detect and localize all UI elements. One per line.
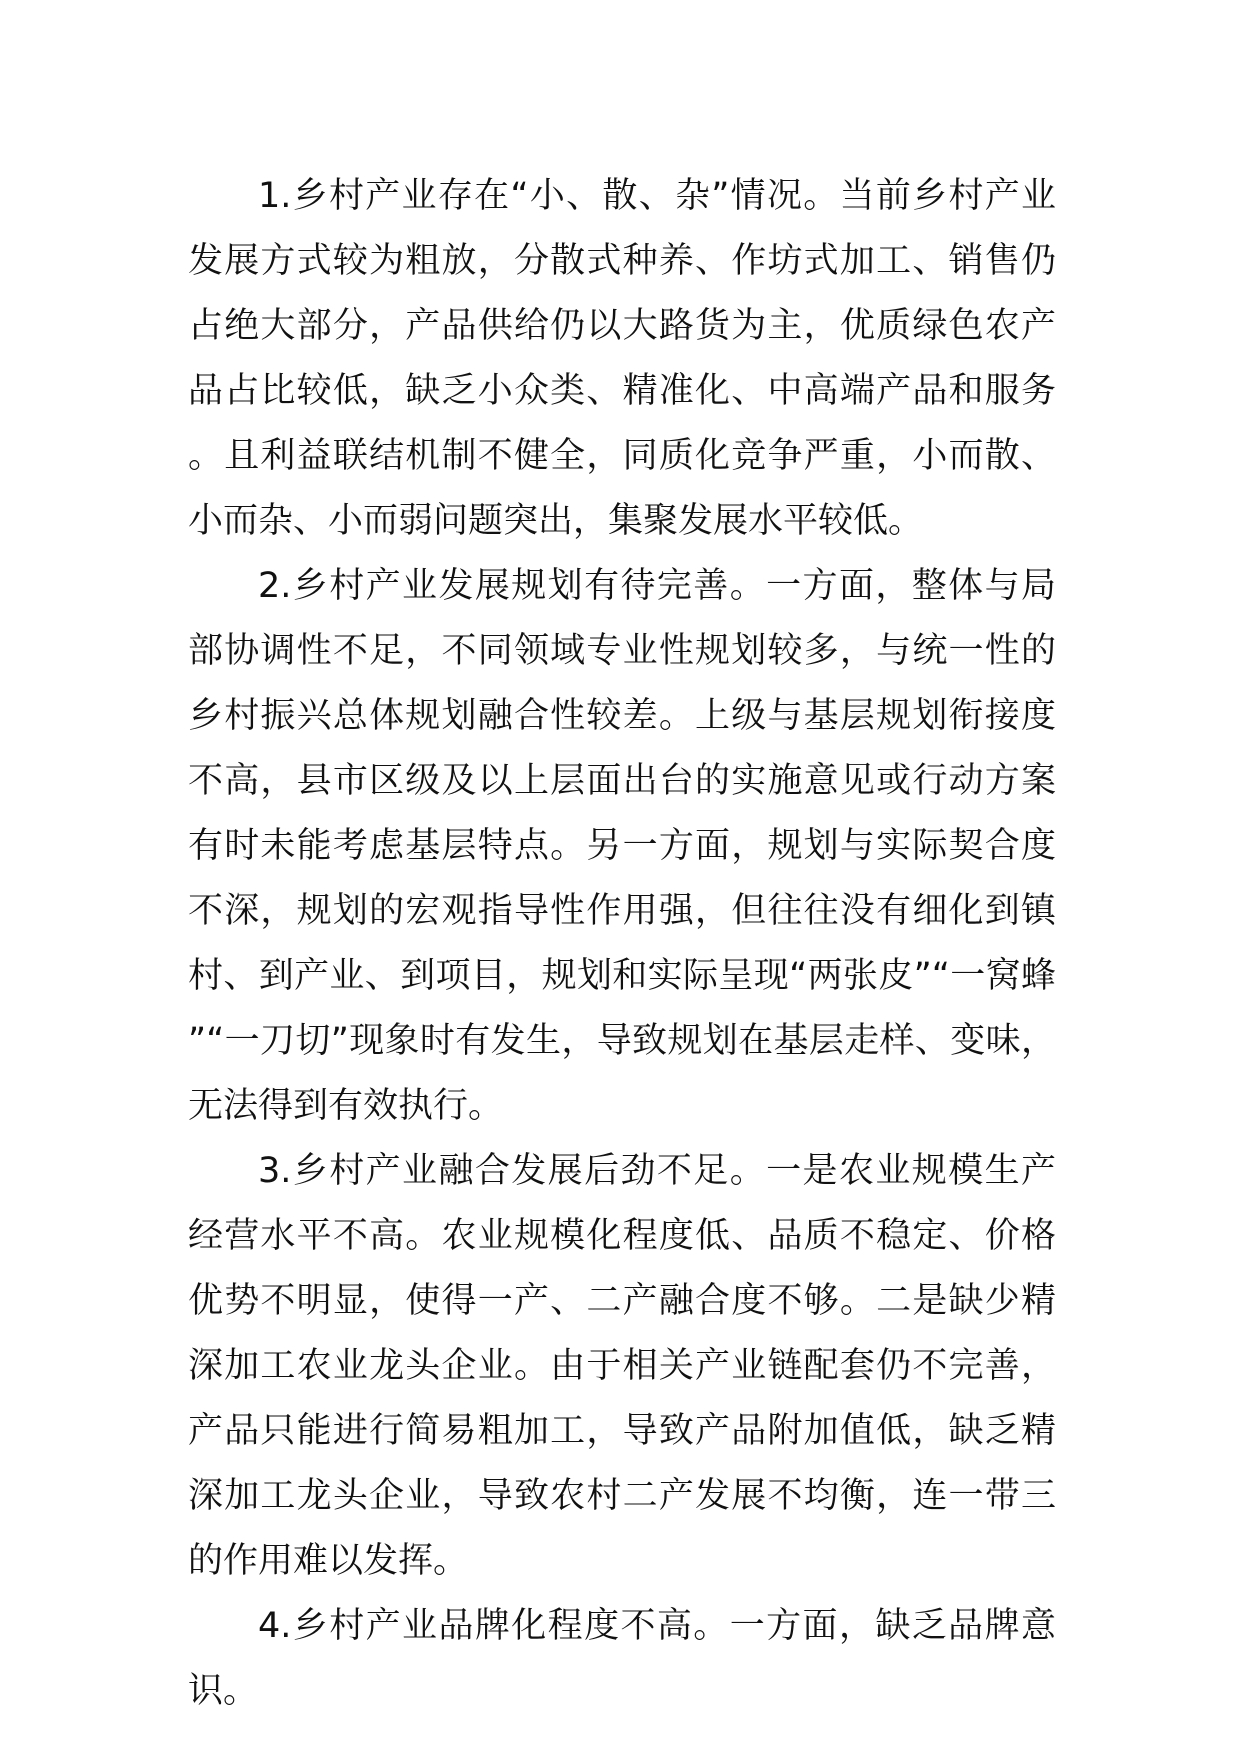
document-body — [188, 164, 1056, 1724]
paragraph-development-planning: 2.乡村产业发展规划有待完善。一方面，整体与局部协调性不足，不同领域专业性规划较多，与统一性的乡村振兴总体规划融合性较差。上级与基层规划衔接度不高，县市区级及以上层面出台的实施意见或行动方案有时未能考虑基层特点。另一方面，规划与实际契合度不深，规划的宏观指导性作用强，但往往没有细化到镇村、到产业、到项目，规划和实际呈现“两张皮”“一窝蜂”“一刀切”现象时有发生，导致规划在基层走样、变味，无法得到有效执行。 — [188, 566, 1056, 1126]
paragraph-integration-momentum: 3.乡村产业融合发展后劲不足。一是农业规模生产经营水平不高。农业规模化程度低、品质不稳定、价格优势不明显，使得一产、二产融合度不够。二是缺少精深加工农业龙头企业。由于相关产业链配套仍不完善，产品只能进行简易粗加工，导致产品附加值低，缺乏精深加工龙头企业，导致农村二产发展不均衡，连一带三的作用难以发挥。 — [188, 1151, 1056, 1581]
paragraph-branding-level: 4.乡村产业品牌化程度不高。一方面，缺乏品牌意识。 — [188, 1606, 1056, 1711]
paragraph-small-scattered-industry: 1.乡村产业存在“小、散、杂”情况。当前乡村产业发展方式较为粗放，分散式种养、作坊式加工、销售仍占绝大部分，产品供给仍以大路货为主，优质绿色农产品占比较低，缺乏小众类、精准化、中高端产品和服务。且利益联结机制不健全，同质化竞争严重，小而散、小而杂、小而弱问题突出，集聚发展水平较低。 — [188, 176, 1056, 541]
